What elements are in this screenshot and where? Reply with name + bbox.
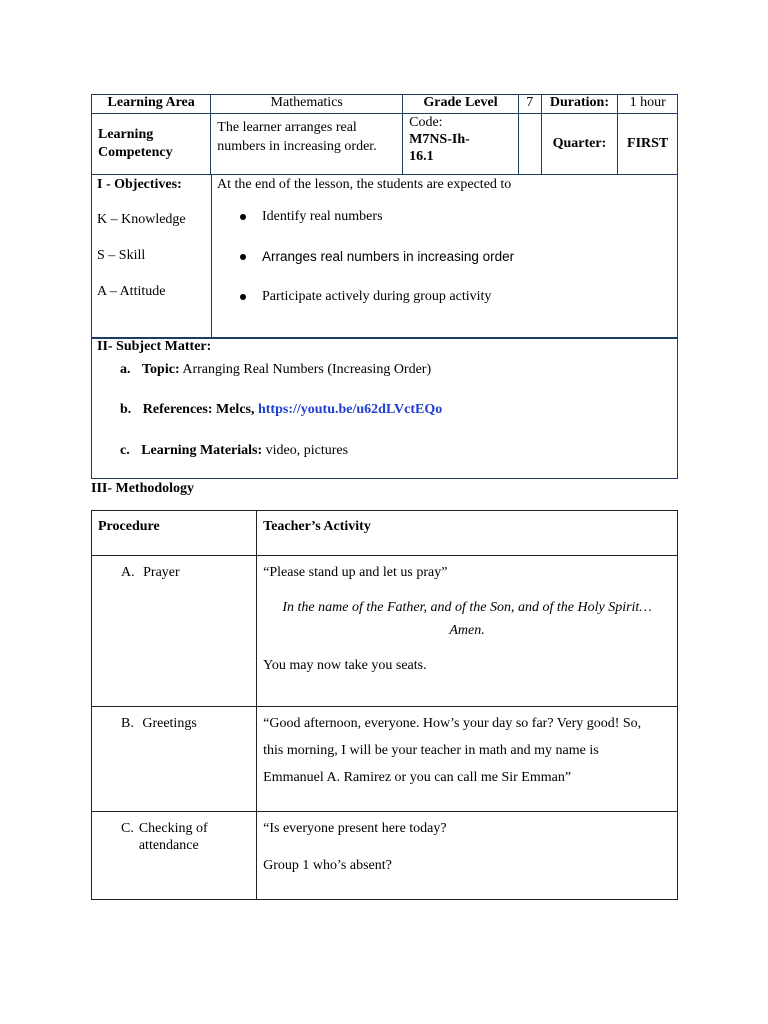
objectives-divider — [211, 174, 212, 338]
code-value-line2: 16.1 — [409, 149, 434, 164]
objective-a: A – Attitude — [97, 284, 166, 299]
activity-header: Teacher’s Activity — [257, 511, 678, 556]
objective-item-text: Arranges real numbers in increasing order — [262, 249, 515, 264]
code-empty-cell — [518, 114, 541, 175]
activity-italic-text: Amen. — [449, 623, 485, 638]
objective-item-3 — [240, 289, 491, 305]
objectives-intro: At the end of the lesson, the students are expected to — [217, 177, 512, 192]
objective-item-text: Participate actively during group activity — [262, 289, 492, 304]
procedure-name-line1: Checking of — [138, 821, 208, 836]
procedure-name-line2: attendance — [138, 838, 199, 853]
objective-s: S – Skill — [97, 248, 146, 263]
reference-link[interactable]: https://youtu.be/u62dLVctEQo — [257, 402, 443, 417]
competency-text — [211, 114, 403, 175]
topic-label: Topic: — [142, 362, 180, 377]
code-cell — [403, 114, 519, 175]
learning-area-label: Learning Area — [92, 95, 211, 114]
learning-area-value: Mathematics — [211, 95, 403, 114]
procedure-cell-prayer — [92, 556, 257, 707]
methodology-title: III- Methodology — [91, 481, 195, 496]
activity-text: “Please stand up and let us pray” — [263, 565, 448, 580]
grade-level-value: 7 — [518, 95, 541, 114]
activity-italic-text: In the name of the Father, and of the Son, and of the Holy Spirit… — [282, 600, 652, 615]
references-label: References: Melcs, — [142, 402, 255, 417]
objective-item-1 — [240, 209, 383, 225]
objective-k: K – Knowledge — [97, 212, 186, 227]
competency-label-line2: Competency — [98, 145, 173, 160]
procedure-name: Greetings — [142, 716, 197, 731]
bullet-icon — [240, 214, 246, 220]
procedure-marker: B. — [121, 716, 134, 731]
activity-text: “Good afternoon, everyone. How’s your day so far? Very good! So, — [263, 716, 642, 731]
topic-marker: a. — [120, 362, 131, 377]
activity-cell-prayer — [257, 556, 678, 707]
materials-value: video, pictures — [262, 443, 349, 458]
procedure-name: Prayer — [143, 565, 180, 580]
activity-text: “Is everyone present here today? — [263, 821, 447, 836]
competency-text-line2: numbers in increasing order. — [217, 139, 377, 154]
materials-line — [120, 443, 348, 459]
references-line — [120, 402, 442, 418]
procedure-header: Procedure — [92, 511, 257, 556]
objective-item-text: Identify real numbers — [262, 209, 383, 224]
activity-cell-greetings — [257, 707, 678, 812]
references-marker: b. — [120, 402, 132, 417]
code-label: Code: — [409, 115, 443, 130]
competency-text-line1: The learner arranges real — [217, 120, 357, 135]
bullet-icon — [240, 254, 246, 260]
duration-label: Duration: — [541, 95, 618, 114]
activity-text: Emmanuel A. Ramirez or you can call me Sir Emman” — [263, 770, 572, 785]
procedure-marker: A. — [121, 565, 135, 580]
activity-text: this morning, I will be your teacher in math and my name is — [263, 743, 599, 758]
activity-text: You may now take you seats. — [263, 658, 427, 673]
activity-cell-attendance — [257, 812, 678, 900]
procedure-cell-greetings — [92, 707, 257, 812]
topic-value: Arranging Real Numbers (Increasing Order) — [179, 362, 432, 377]
competency-label-line1: Learning — [98, 127, 154, 142]
bullet-icon — [240, 294, 246, 300]
materials-marker: c. — [120, 443, 130, 458]
competency-label — [92, 114, 211, 175]
objectives-title: I - Objectives: — [97, 177, 182, 192]
subject-matter-title: II- Subject Matter: — [97, 339, 212, 354]
procedure-marker: C. — [121, 821, 134, 836]
quarter-value: FIRST — [618, 114, 678, 175]
lesson-info-table — [91, 94, 678, 175]
materials-label: Learning Materials: — [141, 443, 263, 458]
duration-value: 1 hour — [618, 95, 678, 114]
activity-text: Group 1 who’s absent? — [263, 858, 392, 873]
grade-level-label: Grade Level — [403, 95, 519, 114]
objective-item-2 — [240, 249, 514, 264]
code-value-line1: M7NS-Ih- — [409, 132, 470, 147]
methodology-table — [91, 510, 678, 900]
quarter-label: Quarter: — [541, 114, 618, 175]
topic-line — [120, 362, 431, 378]
procedure-cell-attendance — [92, 812, 257, 900]
